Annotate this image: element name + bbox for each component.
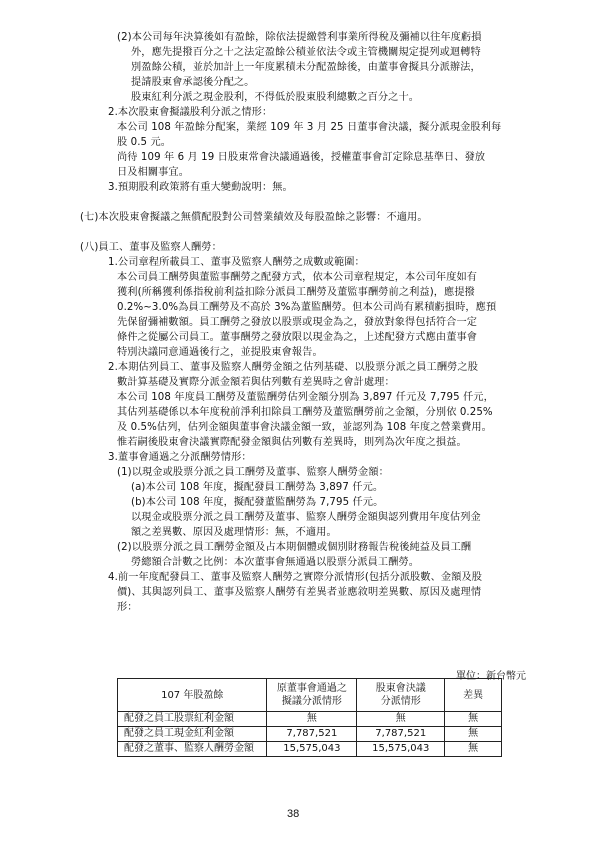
section-heading: 3.預期股利政策將有重大變動說明：無。 (108, 182, 293, 193)
text-line: 別盈餘公積，並於加計上一年度累積未分配盈餘後，由董事會擬具分派辦法， (131, 62, 481, 73)
table-row (118, 727, 502, 742)
text-line: (2)以股票分派之員工酬勞金額及占本期個體或個別財務報告稅後純益及員工酬 (117, 542, 472, 553)
table-cell: 15,575,043 (267, 742, 357, 757)
text-line: 以現金或股票分派之員工酬勞及董事、監察人酬勞金額與認列費用年度估列金 (131, 512, 481, 523)
section-heading: 1.公司章程所載員工、董事及監察人酬勞之成數或範圍： (108, 257, 365, 268)
table-unit-label: 單位：新台幣元 (456, 671, 526, 682)
remuneration-table (117, 678, 502, 757)
text-line: (2)本公司每年決算後如有盈餘，除依法提繳營利事業所得稅及彌補以往年度虧損 (117, 32, 482, 43)
text-line: 0.2%~3.0%為員工酬勞及不高於 3%為董監酬勞。但本公司尚有累積虧損時，應預 (117, 302, 497, 313)
section-heading: 2.本次股東會擬議股利分派之情形： (108, 107, 273, 118)
table-cell: 7,787,521 (357, 727, 445, 742)
text-line: 及 0.5%估列，估列金額與董事會決議金額一致，並認列為 108 年度之營業費用。 (117, 422, 492, 433)
text-line: 日及相關事宜。 (117, 167, 190, 178)
text-line: 尚待 109 年 6 月 19 日股東常會決議通過後，授權董事會訂定除息基準日、發放 (117, 152, 486, 163)
table-header-row (118, 679, 502, 712)
text-line: 條件之從屬公司員工。董事酬勞之發放限以現金為之，上述配發方式應由董事會 (117, 332, 478, 343)
table-row (118, 712, 502, 727)
text-line: 提請股東會承認後分配之。 (131, 77, 255, 88)
text-line: 其估列基礎係以本年度稅前淨利扣除員工酬勞及董監酬勞前之金額，分別依 0.25% (117, 407, 493, 418)
text-line: 外，應先提撥百分之十之法定盈餘公積並依法令或主管機關規定提列或迴轉特 (131, 47, 481, 58)
table-cell: 無 (357, 712, 445, 727)
text-line: 額之差異數、原因及處理情形：無，不適用。 (131, 527, 337, 538)
chapter-heading: (八)員工、董事及監察人酬勞： (80, 242, 222, 253)
text-line: 價)、其與認列員工、董事及監察人酬勞有差異者並應敘明差異數、原因及處理情 (117, 587, 482, 598)
chapter-heading: (七)本次股東會擬議之無償配股對公司營業績效及每股盈餘之影響：不適用。 (80, 212, 428, 223)
table-cell: 無 (445, 712, 502, 727)
text-line: 本公司員工酬勞與董監事酬勞之配發方式，依本公司章程規定，本公司年度如有 (117, 272, 478, 283)
section-heading: 4.前一年度配發員工、董事及監察人酬勞之實際分派情形(包括分派股數、金額及股 (108, 572, 483, 583)
text-line: 先保留彌補數額。員工酬勞之發放以股票或現金為之，發放對象得包括符合一定 (117, 317, 478, 328)
text-line: (1)以現金或股票分派之員工酬勞及董事、監察人酬勞金額： (117, 467, 389, 478)
table-cell: 無 (445, 742, 502, 757)
text-line: (a)本公司 108 年度，擬配發員工酬勞為 3,897 仟元。 (131, 482, 384, 493)
text-line: 勞總額合計數之比例：本次董事會無通過以股票分派員工酬勞。 (131, 557, 420, 568)
table-cell: 7,787,521 (267, 727, 357, 742)
text-line: (b)本公司 108 年度，擬配發董監酬勞為 7,795 仟元。 (131, 497, 384, 508)
text-line: 獲利(所稱獲利係指稅前利益扣除分派員工酬勞及董監事酬勞前之利益)，應提撥 (117, 287, 475, 298)
table-cell: 配發之員工現金紅利金額 (118, 727, 267, 742)
text-line: 形： (117, 602, 138, 613)
table-cell: 無 (267, 712, 357, 727)
text-line: 數計算基礎及實際分派金額若與估列數有差異時之會計處理： (117, 377, 395, 388)
text-line: 股 0.5 元。 (117, 137, 172, 148)
text-line: 本公司 108 年盈餘分配案，業經 109 年 3 月 25 日董事會決議，擬分派現金股利每 (117, 122, 502, 133)
table-cell: 配發之員工股票紅利金額 (118, 712, 267, 727)
table-header-cell: 原董事會通過之 擬議分派情形 (267, 679, 357, 712)
table-cell: 15,575,043 (357, 742, 445, 757)
text-line: 股東紅利分派之現金股利，不得低於股東股利總數之百分之十。 (131, 92, 420, 103)
section-heading: 3.董事會通過之分派酬勞情形： (108, 452, 252, 463)
table-header-cell: 差異 (445, 679, 502, 712)
table-cell: 配發之董事、監察人酬勞金額 (118, 742, 267, 757)
section-heading: 2.本期估列員工、董事及監察人酬勞金額之估列基礎、以股票分派之員工酬勞之股 (108, 362, 478, 373)
table-header-cell: 107 年股盈餘 (118, 679, 267, 712)
page-number: 38 (287, 808, 300, 820)
table-row (118, 742, 502, 757)
text-line: 本公司 108 年度員工酬勞及董監酬勞估列金額分別為 3,897 仟元及 7,795 仟元， (117, 392, 494, 403)
text-line: 惟若嗣後股東會決議實際配發金額與估列數有差異時，則列為次年度之損益。 (117, 437, 467, 448)
text-line: 特別決議同意通過後行之，並提股東會報告。 (117, 347, 323, 358)
table-cell: 無 (445, 727, 502, 742)
table-header-cell: 股東會決議 分派情形 (357, 679, 445, 712)
